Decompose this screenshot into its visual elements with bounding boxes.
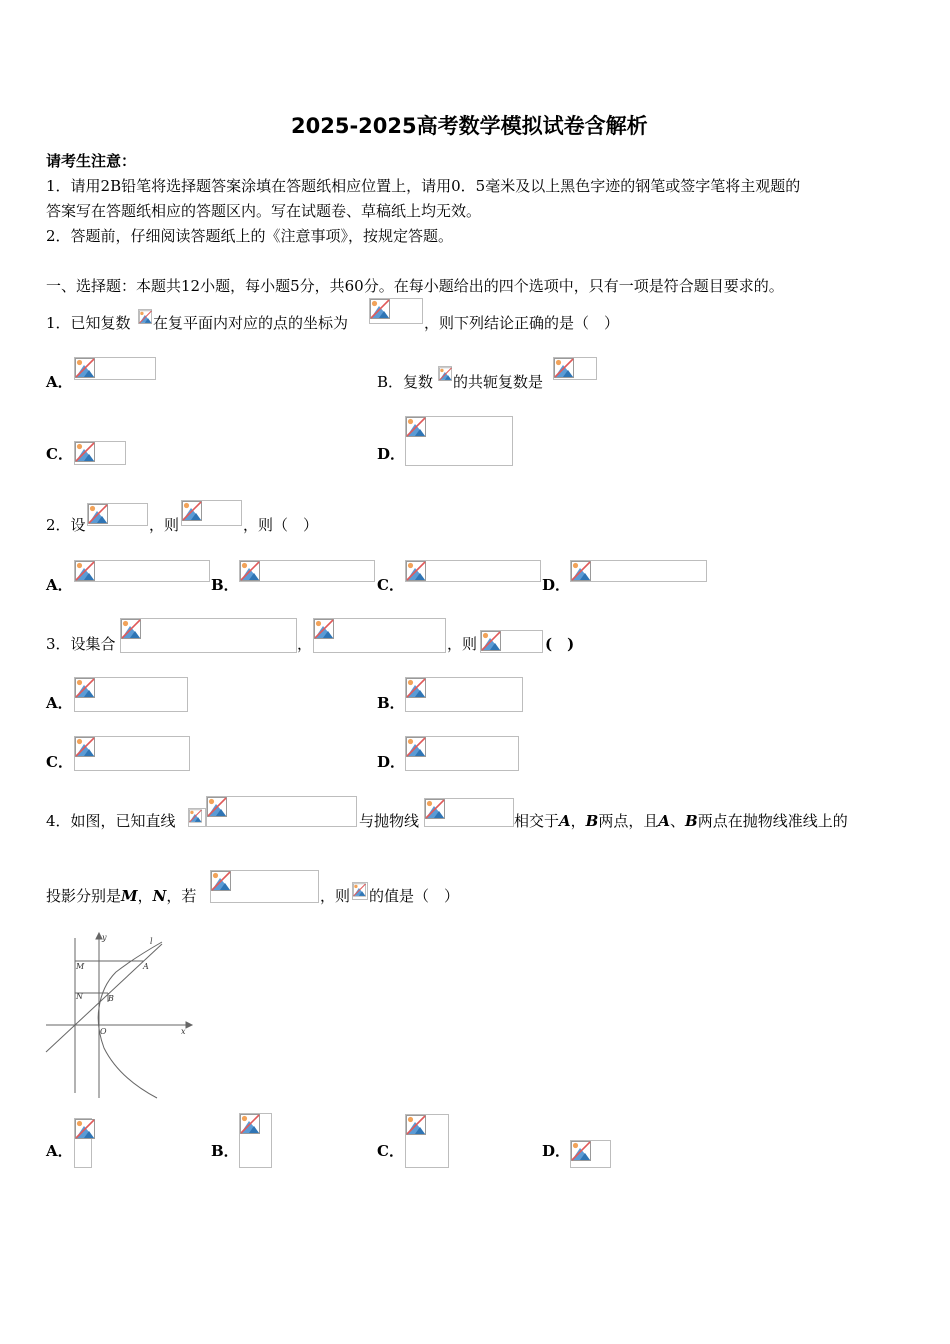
q1-formula-z xyxy=(138,309,152,324)
q4-text-9: 的值是（ ） xyxy=(369,887,460,905)
broken-image-icon xyxy=(240,1114,260,1134)
q1-formula-point xyxy=(369,298,423,324)
broken-image-icon xyxy=(406,737,426,757)
q4-option-c-formula xyxy=(405,1114,449,1168)
q4-option-b-label[interactable]: B． xyxy=(211,1142,239,1160)
x-axis-arrow xyxy=(186,1022,192,1028)
q1-text-1: 1．已知复数 xyxy=(46,314,131,332)
broken-image-icon xyxy=(406,561,426,581)
broken-image-icon xyxy=(75,358,95,378)
broken-image-icon xyxy=(88,504,108,524)
q1-option-b-text-2: 的共轭复数是 xyxy=(453,373,544,391)
document-title: 2025-2025高考数学模拟试卷含解析 xyxy=(291,114,648,138)
q2-formula-a xyxy=(87,503,148,526)
q2-option-c-formula xyxy=(405,560,541,582)
broken-image-icon xyxy=(406,417,426,437)
broken-image-icon xyxy=(189,809,202,823)
q4-option-d-label[interactable]: D． xyxy=(542,1142,571,1160)
q3-formula-set-b xyxy=(313,618,446,653)
q4-option-d-formula xyxy=(570,1140,611,1168)
q4-formula-condition xyxy=(210,870,319,903)
notice-item-1-cont: 答案写在答题纸相应的答题区内。写在试题卷、草稿纸上均无效。 xyxy=(46,202,482,220)
q4-formula-parabola xyxy=(424,798,514,827)
q4-point-b-2: B xyxy=(685,812,698,830)
q4-option-b-formula xyxy=(239,1113,272,1168)
q1-option-a-formula xyxy=(74,357,156,380)
q4-point-m: M xyxy=(121,887,138,905)
q3-formula-intersection xyxy=(480,630,543,653)
q2-option-a-formula xyxy=(74,560,210,582)
q4-option-a-label[interactable]: A． xyxy=(46,1142,73,1160)
q1-option-d-formula xyxy=(405,416,513,466)
broken-image-icon xyxy=(554,358,574,378)
label-y: y xyxy=(102,933,107,942)
broken-image-icon xyxy=(75,678,95,698)
q4-point-b: B xyxy=(585,812,599,830)
q3-option-a-label[interactable]: A． xyxy=(46,694,73,712)
notice-item-1: 1．请用2B铅笔将选择题答案涂填在答题纸相应位置上，请用0．5毫米及以上黑色字迹的钢笔或签字笔将主观题的 xyxy=(46,177,801,195)
label-b: B xyxy=(108,994,114,1003)
q1-option-b-text-1[interactable]: B．复数 xyxy=(377,373,434,391)
q4-text-3-line xyxy=(514,814,848,829)
q3-text-1: 3．设集合 xyxy=(46,635,116,653)
broken-image-icon xyxy=(75,561,95,581)
q3-option-b-label[interactable]: B． xyxy=(377,694,405,712)
q4-text-7: ，若 xyxy=(166,887,197,905)
q4-option-c-label[interactable]: C． xyxy=(377,1142,404,1160)
q1-text-3: ，则下列结论正确的是（ ） xyxy=(424,314,620,332)
q2-formula-b xyxy=(181,500,242,526)
q1-option-d-label[interactable]: D． xyxy=(377,445,406,463)
q3-option-a-formula xyxy=(74,677,188,712)
q3-formula-set-a xyxy=(120,618,297,653)
broken-image-icon xyxy=(240,561,260,581)
q3-option-c-formula xyxy=(74,736,190,771)
broken-image-icon xyxy=(571,561,591,581)
notice-heading: 请考生注意： xyxy=(46,152,137,170)
broken-image-icon xyxy=(571,1141,591,1161)
broken-image-icon xyxy=(353,883,366,897)
label-m: M xyxy=(76,962,85,971)
label-o: O xyxy=(100,1027,107,1036)
q4-text-6: 投影分别是 xyxy=(46,887,122,905)
q3-option-d-formula xyxy=(405,736,519,771)
broken-image-icon xyxy=(121,619,141,639)
label-n: N xyxy=(76,992,83,1001)
parabola-curve xyxy=(98,942,162,1098)
q1-option-a-label[interactable]: A． xyxy=(46,373,73,391)
q4-text-8: ，则 xyxy=(320,887,351,905)
label-a: A xyxy=(143,962,149,971)
label-x: x xyxy=(181,1027,186,1036)
notice-item-2: 2．答题前，仔细阅读答题纸上的《注意事项》，按规定答题。 xyxy=(46,227,454,245)
q1-option-b-formula xyxy=(553,357,597,380)
q4-line-2 xyxy=(46,889,196,904)
q4-formula-line xyxy=(206,796,357,827)
broken-image-icon xyxy=(439,367,452,381)
q2-option-d-label[interactable]: D． xyxy=(542,576,571,594)
broken-image-icon xyxy=(75,442,95,462)
label-l: l xyxy=(150,937,153,946)
q3-text-4: ( ) xyxy=(545,635,575,653)
broken-image-icon xyxy=(370,299,390,319)
q2-option-d-formula xyxy=(570,560,707,582)
q4-text-5: 两点在抛物线准线上的 xyxy=(697,812,848,830)
broken-image-icon xyxy=(207,797,227,817)
q4-text-1: 4．如图，已知直线 xyxy=(46,812,176,830)
q1-option-c-label[interactable]: C． xyxy=(46,445,73,463)
q3-option-d-label[interactable]: D． xyxy=(377,753,406,771)
broken-image-icon xyxy=(75,1119,95,1139)
q4-text-3: 相交于 xyxy=(514,812,560,830)
q3-option-c-label[interactable]: C． xyxy=(46,753,73,771)
q4-text-4: 两点，且 xyxy=(598,812,659,830)
q2-option-a-label[interactable]: A． xyxy=(46,576,73,594)
broken-image-icon xyxy=(75,737,95,757)
q4-point-a: A xyxy=(559,812,571,830)
q2-text-1: 2．设 xyxy=(46,516,86,534)
broken-image-icon xyxy=(425,799,445,819)
q2-text-3: ，则（ ） xyxy=(243,516,319,534)
broken-image-icon xyxy=(406,678,426,698)
broken-image-icon xyxy=(211,871,231,891)
broken-image-icon xyxy=(139,310,152,324)
q4-point-n: N xyxy=(152,887,167,905)
q3-option-b-formula xyxy=(405,677,523,712)
q4-formula-k xyxy=(352,882,368,900)
q2-option-b-label[interactable]: B． xyxy=(211,576,239,594)
q4-comma-2: ， xyxy=(137,887,153,905)
q2-option-b-formula xyxy=(239,560,375,582)
q3-text-3: ，则 xyxy=(447,635,478,653)
q1-option-b-formula-z xyxy=(438,366,452,381)
q4-text-2: 与抛物线 xyxy=(359,812,420,830)
broken-image-icon xyxy=(406,1115,426,1135)
q4-comma-1: ， xyxy=(570,812,586,830)
q2-text-2: ，则 xyxy=(149,516,180,534)
q2-option-c-label[interactable]: C． xyxy=(377,576,404,594)
q1-option-c-formula xyxy=(74,441,126,465)
broken-image-icon xyxy=(314,619,334,639)
q3-text-2: ， xyxy=(297,635,313,653)
q4-formula-l xyxy=(188,808,206,827)
q4-option-a-formula xyxy=(74,1118,92,1168)
q1-text-2: 在复平面内对应的点的坐标为 xyxy=(153,314,349,332)
q4-separator: 、 xyxy=(670,812,686,830)
broken-image-icon xyxy=(481,631,501,651)
broken-image-icon xyxy=(182,501,202,521)
section-heading: 一、选择题：本题共12小题，每小题5分，共60分。在每小题给出的四个选项中，只有一项是符合题目要求的。 xyxy=(46,277,784,295)
parabola-figure xyxy=(44,930,194,1100)
q4-point-a-2: A xyxy=(658,812,671,830)
